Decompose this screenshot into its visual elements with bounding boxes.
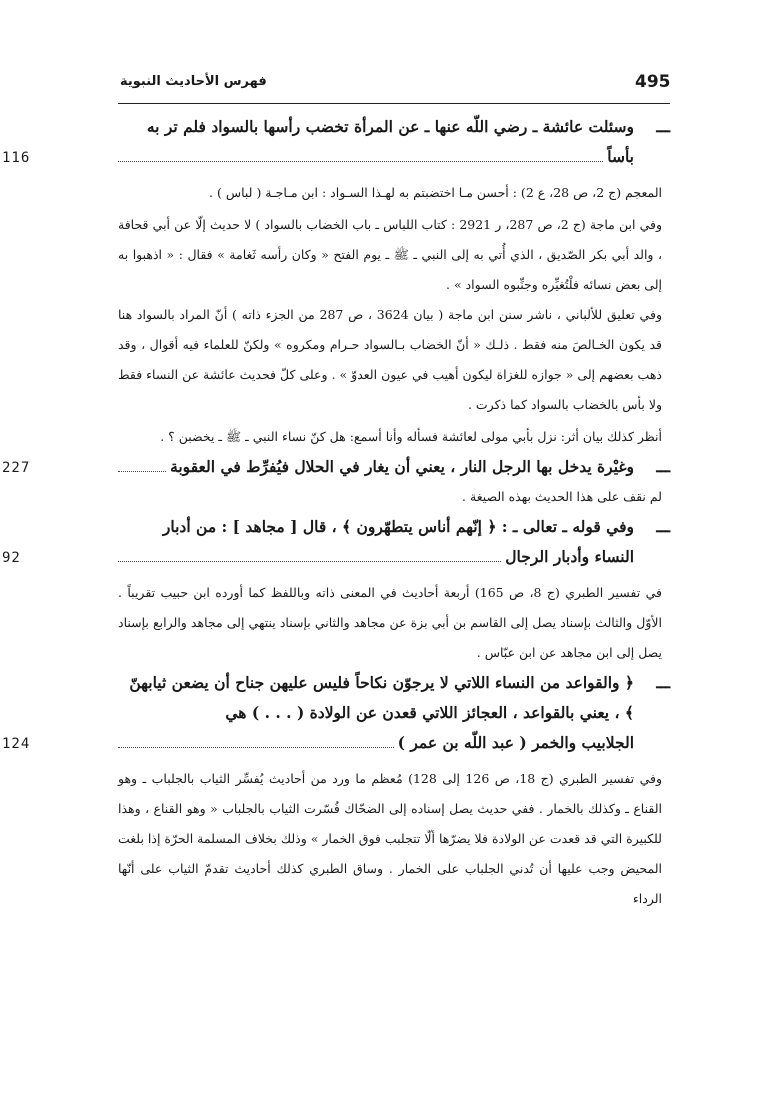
hadith-entry bbox=[2, 452, 670, 512]
header-rule bbox=[118, 103, 670, 104]
commentary-paragraph: وفي ابن ماجة (ج 2، ص 287، ر 2921 : كتاب اللباس ـ باب الخضاب بالسواد ) لا حديث إلّا عن أبي قحافة ، والد أبي بكر الصّديق ، الذي أُتي به إلى النبي ـ ﷺ ـ يوم الفتح « وكان رأسه ثَغامة » فقال : « اذهبوا به إلى بعض نسائه فلْتُغيِّره وجنِّبوه السواد » . bbox=[118, 217, 662, 292]
commentary-paragraph: لم نقف على هذا الحديث بهذه الصيغة . bbox=[462, 489, 662, 504]
commentary-paragraph: المعجم (ج 2، ص 28، ع 2) : أحسن مـا اختضبتم به لهـذا السـواد : ابن مـاجـة ( لباس ) . bbox=[209, 185, 662, 200]
hadith-last-line: النساء وأدبار الرجال bbox=[505, 547, 634, 566]
dot-leader bbox=[118, 160, 603, 162]
hadith-text: وسئلت عائشة ـ رضي اللّه عنها ـ عن المرأة تخضب رأسها بالسواد فلم تر به bbox=[146, 117, 634, 136]
reference-line bbox=[2, 728, 634, 758]
reference-line bbox=[2, 452, 634, 482]
reference-number: 116 bbox=[2, 150, 31, 166]
commentary-paragraph: أنظر كذلك بيان أثر: نزل بأبي مولى لعائشة فسأله وأنا أسمع: هل كنّ نساء النبي ـ ﷺ ـ يخضبن ؟ . bbox=[160, 429, 662, 444]
reference-line bbox=[2, 142, 634, 172]
reference-number: 92 bbox=[2, 550, 21, 566]
dot-leader bbox=[118, 746, 394, 748]
hadith-text-block bbox=[2, 452, 670, 482]
reference-number: 124 bbox=[2, 736, 31, 752]
reference-line bbox=[2, 542, 634, 572]
entry-dash: ـــ bbox=[656, 457, 670, 476]
commentary-paragraph: وفي تعليق للألباني ، ناشر سنن ابن ماجة ( بيان 3624 ، ص 287 من الجزء ذاته ) أنّ المراد بالسواد هنا قد يكون الخـالصَ منه فقط . ذلـك « أنّ الخضاب بـالسواد حـرام ومكروه » ولكنّ للعلماء فيه أقوال ، وقد ذهب بعضهم إلى « جوازه للغزاة ليكون أهيب في عيون العدوّ » . وعلى كلّ فحديث عائشة عن النساء فقط ولا بأس بالخضاب بالسواد كما ذكرت . bbox=[118, 307, 662, 412]
dot-leader bbox=[118, 560, 501, 562]
entry-dash: ـــ bbox=[656, 673, 670, 692]
hadith-entry bbox=[2, 668, 670, 914]
entry-dash: ـــ bbox=[656, 117, 670, 136]
hadith-entry bbox=[2, 512, 670, 668]
entry-dash: ـــ bbox=[656, 517, 670, 536]
hadith-text-block bbox=[2, 668, 670, 758]
index-content bbox=[2, 112, 670, 914]
hadith-text: وفي قوله ـ تعالى ـ : ﴿ إنّهم أناس يتطهّرون ﴾ ، قال [ مجاهد ] : من أدبار bbox=[162, 517, 634, 536]
reference-number: 227 bbox=[2, 460, 31, 476]
hadith-last-line: بأساً bbox=[607, 147, 634, 166]
commentary-paragraph: وفي تفسير الطبري (ج 18، ص 126 إلى 128) مُعظم ما ورد من أحاديث يُفسِّر الثياب بالجلباب ـ وهو القناع ـ وكذلك بالخمار . ففي حديث يصل إسناده إلى الضحّاك فُسّرت الثياب بالجلباب « وهو القناع ، وهذا للكبيرة التي قد قعدت عن الولادة فلا يضرّها ألّا تتجلبب فوق الخمار » وذلك بخلاف المسلمة الحرّة إذا بلغت المحيض وجب عليها أن تُدني الجلباب على الخمار . وساق الطبري كذلك أحاديث تقدمّ الثياب على أنّها الرداء bbox=[118, 771, 662, 906]
dot-leader bbox=[118, 470, 166, 472]
commentary-paragraph: في تفسير الطبري (ج 8، ص 165) أربعة أحاديث في المعنى ذاته وباللفظ كما أورده ابن حبيب تقريباً . الأوّل والثالث بإسناد يصل إلى القاسم بن أبي بزة عن مجاهد والثاني بإسناد ينتهي إلى مجاهد والرابع بإسناد يصل إلى ابن مجاهد عن ابن عبّاس . bbox=[118, 585, 662, 660]
hadith-text: ﴿ والقواعد من النساء اللاتي لا يرجوّن نكاحاً فليس عليهن جناح أن يضعن ثيابهنّ ﴾ ، يعني بالقواعد ، العجائز اللاتي قعدن عن الولادة ( . . . ) هي bbox=[129, 673, 634, 722]
hadith-last-line: الجلابيب والخمر ( عبد اللّه بن عمر ) bbox=[397, 733, 634, 752]
running-title: فهرس الأحاديث النبوية bbox=[120, 74, 267, 89]
hadith-last-line: وغيْرة يدخل بها الرجل النار ، يعني أن يغار في الحلال فيُفرِّط في العقوبة bbox=[170, 457, 634, 476]
running-header bbox=[120, 72, 671, 100]
hadith-entry bbox=[2, 112, 670, 452]
hadith-text-block bbox=[2, 512, 670, 572]
hadith-text-block bbox=[2, 112, 670, 172]
page-number: 495 bbox=[635, 72, 671, 92]
